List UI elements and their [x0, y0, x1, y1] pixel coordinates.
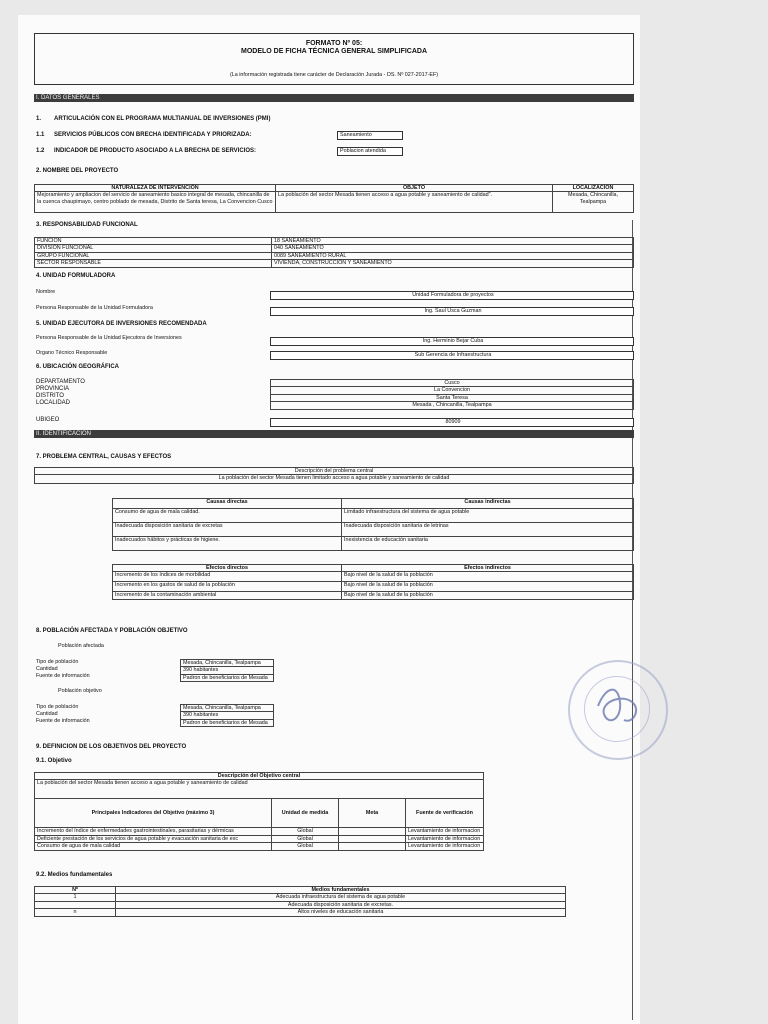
medio-descripcion: Adecuada disposición sanitaria de excretas. — [116, 901, 566, 908]
meta — [339, 828, 406, 835]
uf-nombre-value: Unidad Formuladora de proyectos — [270, 291, 634, 300]
uf-heading: 4. UNIDAD FORMULADORA — [36, 273, 116, 279]
objetivo-desc-value: La población del sector Mesada tienen acceso a agua potable y saneamiento de calidad — [35, 780, 484, 799]
causas-directas-header: Causas directas — [113, 499, 342, 509]
efectos-table — [112, 564, 634, 600]
responsabilidad-table — [34, 237, 634, 268]
causa-directa: Consumo de agua de mala calidad. — [113, 509, 342, 523]
ubicacion-value: La Convencion — [271, 387, 634, 394]
pmi-num: 1. — [36, 116, 42, 122]
causa-indirecta: Inexistencia de educación sanitaria — [342, 537, 634, 551]
poblacion-afectada-table — [180, 659, 274, 682]
ubicacion-value: Santa Teresa — [271, 394, 634, 401]
causa-indirecta: Inadecuada disposición sanitaria de letrinas — [342, 523, 634, 537]
pob-afectada-cantidad-label: Cantidad — [36, 666, 58, 672]
problema-desc-label: Descripción del problema central — [35, 468, 634, 475]
responsabilidad-heading: 3. RESPONSABILIDAD FUNCIONAL — [36, 222, 138, 228]
objetivo-desc-label: Descripción del Objetivo central — [35, 773, 484, 780]
ubigeo-label: UBIGEO — [36, 417, 60, 423]
uei-organo-value: Sub Gerencia de Infraestructura — [270, 351, 634, 360]
resp-key: GRUPO FUNCIONAL — [35, 252, 272, 259]
resp-value: VIVIENDA, CONSTRUCCIÓN Y SANEAMIENTO — [272, 260, 634, 267]
indicador: Deficiente prestación de los servicios de agua potable y evacuación sanitaria de exc — [35, 835, 272, 842]
resp-key: FUNCION — [35, 238, 272, 245]
indicador: Consumo de agua de mala calidad — [35, 843, 272, 850]
section-bar-identificacion — [34, 430, 634, 438]
efecto-directo: Incremento en los gastos de salud de la población — [113, 582, 342, 592]
efecto-directo: Incremento de la contaminación ambiental — [113, 592, 342, 599]
uei-organo-label: Organo Técnico Responsable — [36, 350, 108, 356]
resp-value: 040 SANEAMIENTO — [272, 245, 634, 252]
fuente: Levantamiento de informacion — [406, 835, 484, 842]
ubicacion-label-departamento: DEPARTAMENTO — [36, 379, 85, 385]
pob-objetivo-value: 390 habitantes — [181, 712, 274, 719]
problema-desc-table — [34, 467, 634, 484]
efecto-indirecto: Bajo nivel de la salud de la población — [342, 592, 634, 599]
pmi-11-label: SERVICIOS PÚBLICOS CON BRECHA IDENTIFICADA Y PRIORIZADA: — [54, 132, 252, 138]
medios-heading: 9.2. Medios fundamentales — [36, 872, 113, 878]
ubicacion-heading: 6. UBICACIÓN GEOGRÁFICA — [36, 364, 120, 370]
nombre-table — [34, 184, 634, 213]
col-localizacion: LOCALIZACION — [553, 185, 634, 192]
efecto-directo: Incremento de los índices de morbilidad — [113, 572, 342, 582]
pob-afectada-tipo-label: Tipo de población — [36, 659, 79, 665]
ubicacion-label-distrito: DISTRITO — [36, 393, 64, 399]
ubicacion-label-provincia: PROVINCIA — [36, 386, 70, 392]
objetivos-table — [34, 772, 484, 851]
pob-afectada-fuente-label: Fuente de información — [36, 673, 90, 679]
pob-afectada-value: 390 habitantes — [181, 667, 274, 674]
ubigeo-value: 80909 — [270, 418, 634, 427]
ubicacion-table — [270, 379, 634, 410]
col-objeto: OBJETO — [276, 185, 553, 192]
medio-descripcion: Altos niveles de educación sanitaria — [116, 909, 566, 916]
pmi-12-num: 1.2 — [36, 148, 45, 154]
objeto-value: La población del sector Mesada tienen acceso a agua potable y saneamiento de calidad". — [276, 192, 553, 213]
ubicacion-label-localidad: LOCALIDAD — [36, 400, 71, 406]
poblacion-objetivo-label: Población objetivo — [58, 688, 102, 694]
col-unidad: Unidad de medida — [272, 799, 339, 828]
objetivos-heading: 9. DEFINICION DE LOS OBJETIVOS DEL PROYECTO — [36, 744, 187, 750]
pob-objetivo-tipo-label: Tipo de población — [36, 704, 79, 710]
uf-nombre-label: Nombre — [36, 289, 56, 295]
pob-objetivo-fuente-label: Fuente de información — [36, 718, 90, 724]
causa-directa: Inadecuados hábitos y prácticas de higiene. — [113, 537, 342, 551]
pob-afectada-value: Mesada, Chincanilla, Tealpampa — [181, 660, 274, 667]
pmi-heading: ARTICULACIÓN CON EL PROGRAMA MULTIANUAL DE INVERSIONES (PMI) — [54, 116, 271, 122]
efecto-indirecto: Bajo nivel de la salud de la población — [342, 572, 634, 582]
pob-afectada-value: Padron de beneficiarios de Mesada — [181, 674, 274, 681]
col-naturaleza: NATURALEZA DE INTERVENCIÓN — [35, 185, 276, 192]
signature-mark — [588, 676, 648, 736]
medio-descripcion: Adecuada infraestructura del sistema de agua potable — [116, 894, 566, 901]
resp-value: 0089 SANEAMIENTO RURAL — [272, 252, 634, 259]
efectos-indirectos-header: Efectos indirectos — [342, 565, 634, 572]
section-bar-datos-generales — [34, 94, 634, 102]
uei-heading: 5. UNIDAD EJECUTORA DE INVERSIONES RECOMENDADA — [36, 321, 207, 327]
section-title: I. DATOS GENERALES — [36, 95, 100, 101]
resp-key: SECTOR RESPONSABLE — [35, 260, 272, 267]
section-title: II. IDENTIFICACION — [36, 431, 92, 437]
meta — [339, 835, 406, 842]
col-meta: Meta — [339, 799, 406, 828]
pob-objetivo-value: Mesada, Chincanilla, Tealpampa — [181, 705, 274, 712]
meta — [339, 843, 406, 850]
uei-resp-value: Ing. Herminio Bejar Cuba — [270, 337, 634, 346]
nombre-heading: 2. NOMBRE DEL PROYECTO — [36, 168, 119, 174]
efecto-indirecto: Bajo nivel de la salud de la población — [342, 582, 634, 592]
col-fuente: Fuente de verificación — [406, 799, 484, 828]
localizacion-value: Mesada, Chincanilla, Tealpampa — [553, 192, 634, 213]
indicador: Incremento del índice de enfermedades gastrointestinales, parasitarias y dérmicas — [35, 828, 272, 835]
medio-numero: 1 — [35, 894, 116, 901]
fuente: Levantamiento de informacion — [406, 843, 484, 850]
objetivo-subheading: 9.1. Objetivo — [36, 758, 72, 764]
problema-desc-value: La población del sector Mesada tienen limitado acceso a agua potable y saneamiento de calidad — [35, 475, 634, 484]
poblacion-objetivo-table — [180, 704, 274, 727]
col-medios: Medios fundamentales — [116, 887, 566, 894]
causa-indirecta: Limitado infraestructura del sistema de agua potable — [342, 509, 634, 523]
poblacion-afectada-label: Población afectada — [58, 643, 104, 649]
causa-directa: Inadecuada disposición sanitaria de excretas — [113, 523, 342, 537]
ubicacion-value: Mesada , Chincanilla, Tealpampa — [271, 402, 634, 409]
efectos-directos-header: Efectos directos — [113, 565, 342, 572]
col-indicadores: Principales Indicadores del Objetivo (máximo 3) — [35, 799, 272, 828]
poblacion-heading: 8. POBLACIÓN AFECTADA Y POBLACIÓN OBJETIVO — [36, 628, 188, 634]
unidad: Global — [272, 843, 339, 850]
uf-resp-label: Persona Responsable de la Unidad Formuladora — [36, 305, 153, 311]
pob-objetivo-value: Padron de beneficiarios de Mesada — [181, 719, 274, 726]
pmi-12-label: INDICADOR DE PRODUCTO ASOCIADO A LA BRECHA DE SERVICIOS: — [54, 148, 257, 154]
naturaleza-value: Mejoramiento y ampliacion del servicio de saneamiento basico integral de mesada, chincanilla de la cuenca chaupimayo, centro poblado de mesada, Distrito de Santa teresa, La Convencion Cusco — [35, 192, 276, 213]
uei-resp-label: Persona Responsable de la Unidad Ejecutora de Inversiones — [36, 335, 182, 341]
fuente: Levantamiento de informacion — [406, 828, 484, 835]
pmi-12-value: Poblacion atendida — [337, 147, 403, 156]
unidad: Global — [272, 835, 339, 842]
uf-resp-value: Ing. Saul Usca Guzman — [270, 307, 634, 316]
ubicacion-value: Cusco — [271, 380, 634, 387]
unidad: Global — [272, 828, 339, 835]
resp-value: 18 SANEAMIENTO — [272, 238, 634, 245]
medio-numero — [35, 901, 116, 908]
pmi-11-num: 1.1 — [36, 132, 45, 138]
causas-indirectas-header: Causas indirectas — [342, 499, 634, 509]
header-title-1: FORMATO Nº 05: — [305, 40, 363, 47]
causas-table — [112, 498, 634, 551]
header-note: (La información registrada tiene carácter de Declaración Jurada - DS. Nº 027-2017-EF) — [229, 72, 439, 78]
pob-objetivo-cantidad-label: Cantidad — [36, 711, 58, 717]
medio-numero: n — [35, 909, 116, 916]
col-numero: Nº — [35, 887, 116, 894]
header-title-2: MODELO DE FICHA TÉCNICA GENERAL SIMPLIFICADA — [240, 48, 428, 55]
medios-table — [34, 886, 566, 917]
problema-heading: 7. PROBLEMA CENTRAL, CAUSAS Y EFECTOS — [36, 454, 172, 460]
pmi-11-value: Saneamiento — [337, 131, 403, 140]
resp-key: DIVISIÓN FUNCIONAL — [35, 245, 272, 252]
